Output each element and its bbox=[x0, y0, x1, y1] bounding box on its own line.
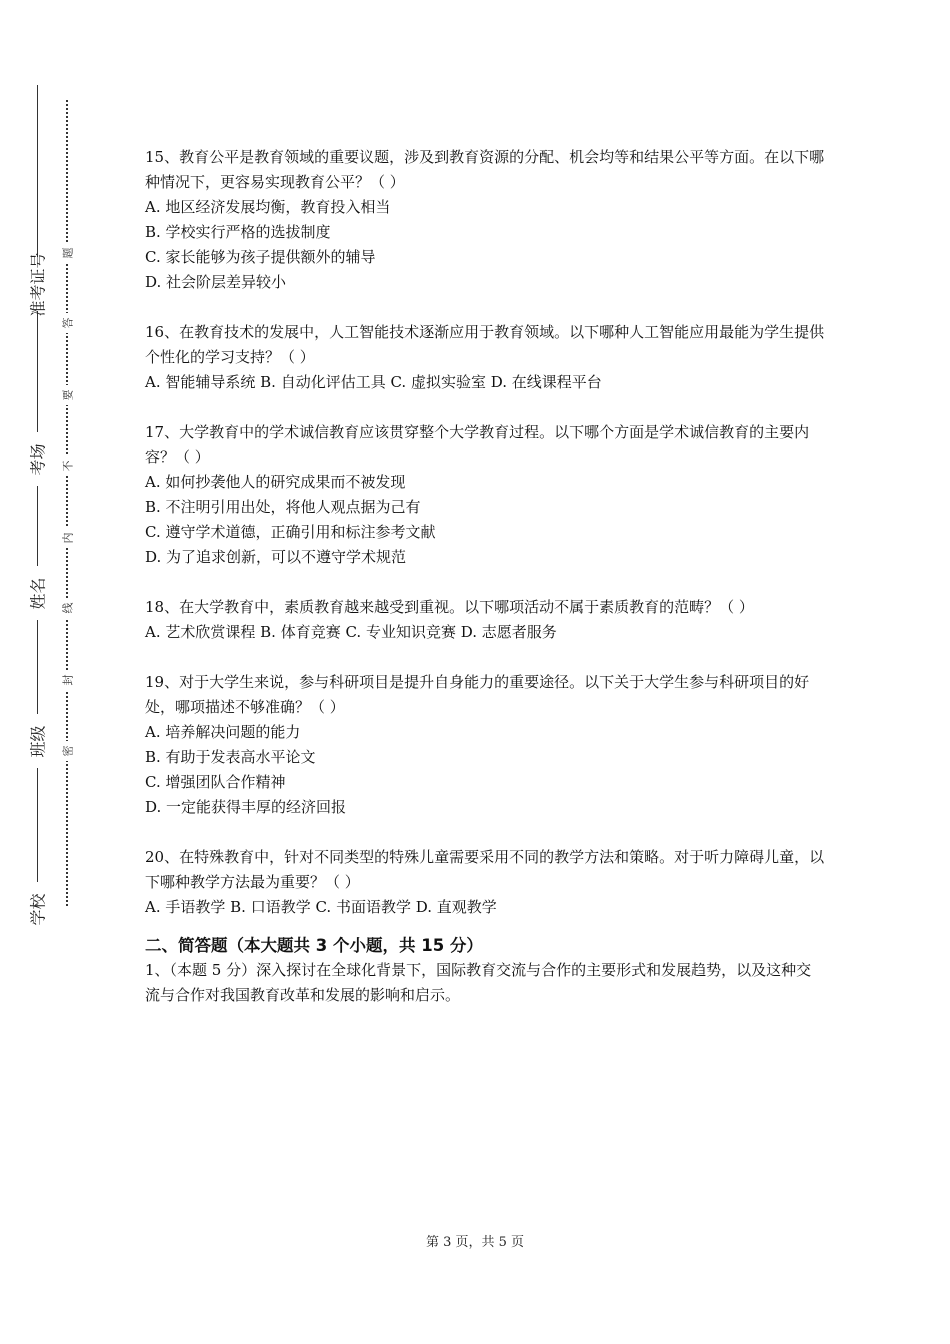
option: B. 不注明引用出处，将他人观点据为己有 bbox=[145, 498, 421, 516]
question-stem: 20、在特殊教育中，针对不同类型的特殊儿童需要采用不同的教学方法和策略。对于听力障碍儿童，以下哪种教学方法最为重要？（ ） bbox=[145, 848, 825, 891]
option: C. 增强团队合作精神 bbox=[145, 773, 286, 791]
seal-char: 要 bbox=[58, 385, 76, 405]
question-16 bbox=[145, 320, 825, 395]
option: D. 为了追求创新，可以不遵守学术规范 bbox=[145, 548, 407, 566]
option: C. 家长能够为孩子提供额外的辅导 bbox=[145, 248, 376, 266]
seal-char: 不 bbox=[58, 456, 76, 476]
short-answer-question-1: 1、（本题 5 分）深入探讨在全球化背景下，国际教育交流与合作的主要形式和发展趋势，以及这种交流与合作对我国教育改革和发展的影响和启示。 bbox=[145, 961, 812, 1004]
question-19 bbox=[145, 670, 825, 820]
seal-dotted-line bbox=[66, 100, 68, 906]
option: A. 艺术欣赏课程 B. 体育竞赛 C. 专业知识竞赛 D. 志愿者服务 bbox=[145, 623, 557, 641]
option: A. 培养解决问题的能力 bbox=[145, 723, 301, 741]
seal-char: 封 bbox=[58, 670, 76, 690]
question-stem: 17、大学教育中的学术诚信教育应该贯穿整个大学教育过程。以下哪个方面是学术诚信教育的主要内容？（ ） bbox=[145, 423, 810, 466]
option: A. 如何抄袭他人的研究成果而不被发现 bbox=[145, 473, 406, 491]
question-15 bbox=[145, 145, 825, 295]
question-stem: 15、教育公平是教育领域的重要议题，涉及到教育资源的分配、机会均等和结果公平等方面。在以下哪种情况下，更容易实现教育公平？（ ） bbox=[145, 148, 825, 191]
question-stem: 19、对于大学生来说，参与科研项目是提升自身能力的重要途径。以下关于大学生参与科研项目的好处，哪项描述不够准确？（ ） bbox=[145, 673, 810, 716]
label-class: 班级 bbox=[22, 714, 52, 768]
seal-char: 内 bbox=[58, 528, 76, 548]
option: C. 遵守学术道德，正确引用和标注参考文献 bbox=[145, 523, 436, 541]
option: D. 一定能获得丰厚的经济回报 bbox=[145, 798, 347, 816]
section-title: 二、简答题（本大题共 3 个小题，共 15 分） bbox=[145, 936, 483, 955]
label-exam-id: 准考证号 bbox=[22, 257, 52, 311]
seal-char: 答 bbox=[58, 313, 76, 333]
label-school: 学校 bbox=[22, 882, 52, 936]
binding-margin bbox=[0, 0, 110, 1344]
question-stem: 18、在大学教育中，素质教育越来越受到重视。以下哪项活动不属于素质教育的范畴？（ ） bbox=[145, 598, 754, 616]
question-17 bbox=[145, 420, 825, 570]
option: B. 学校实行严格的选拔制度 bbox=[145, 223, 331, 241]
page-footer: 第 3 页，共 5 页 bbox=[425, 1235, 525, 1250]
option: B. 有助于发表高水平论文 bbox=[145, 748, 316, 766]
option: D. 社会阶层差异较小 bbox=[145, 273, 287, 291]
label-name: 姓名 bbox=[22, 566, 52, 620]
question-stem: 16、在教育技术的发展中，人工智能技术逐渐应用于教育领域。以下哪种人工智能应用最能为学生提供个性化的学习支持？（ ） bbox=[145, 323, 825, 366]
option: A. 地区经济发展均衡，教育投入相当 bbox=[145, 198, 391, 216]
seal-char: 线 bbox=[58, 598, 76, 618]
seal-char: 题 bbox=[58, 243, 76, 263]
question-20 bbox=[145, 845, 825, 920]
fill-in-line bbox=[37, 85, 38, 925]
seal-char: 密 bbox=[58, 741, 76, 761]
option: A. 智能辅导系统 B. 自动化评估工具 C. 虚拟实验室 D. 在线课程平台 bbox=[145, 373, 602, 391]
exam-content bbox=[145, 145, 825, 1008]
question-18 bbox=[145, 595, 825, 645]
label-exam-room: 考场 bbox=[22, 432, 52, 486]
option: A. 手语教学 B. 口语教学 C. 书面语教学 D. 直观教学 bbox=[145, 898, 497, 916]
